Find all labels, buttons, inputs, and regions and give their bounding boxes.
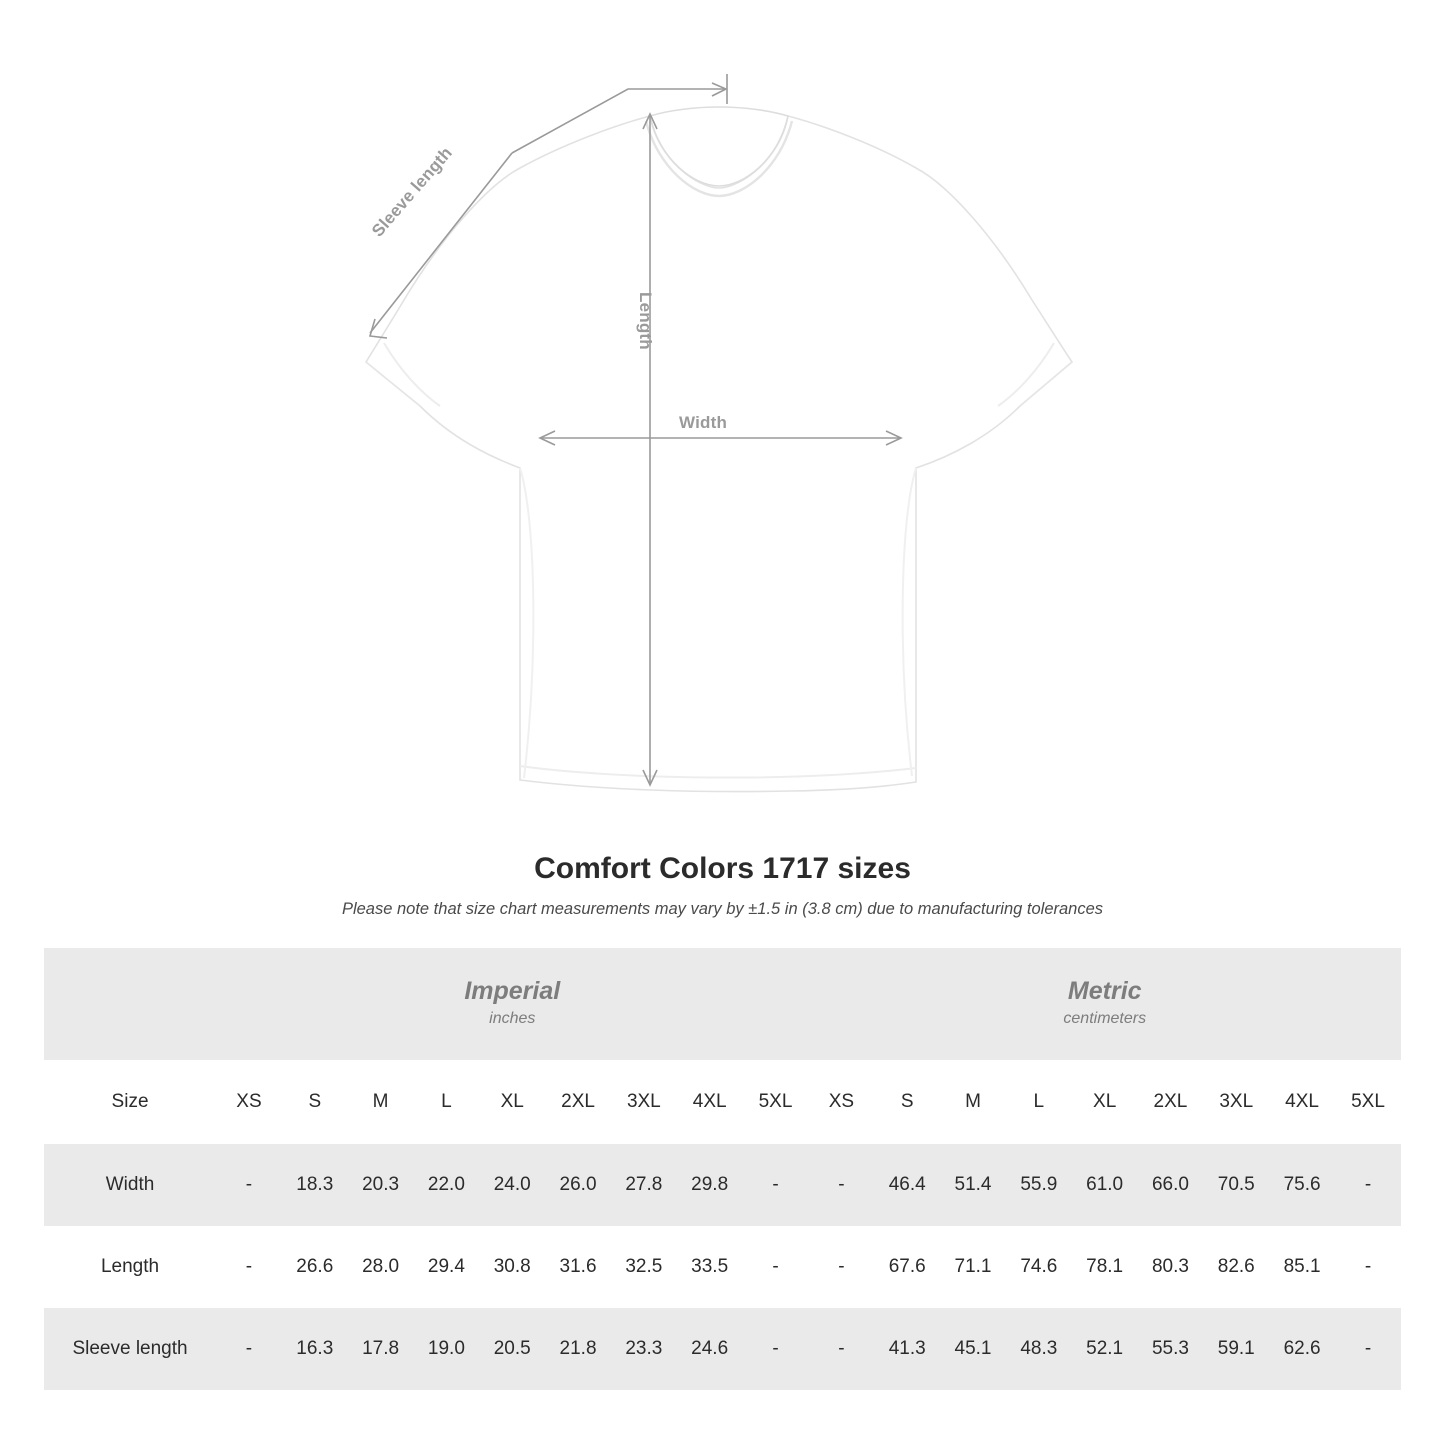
cell-width-imperial-3xl: 27.8 <box>611 1144 677 1226</box>
cell-sleeve-metric-m: 45.1 <box>940 1308 1006 1390</box>
cell-length-imperial-s: 26.6 <box>282 1226 348 1308</box>
cell-length-metric-2xl: 80.3 <box>1138 1226 1204 1308</box>
unit-group-row <box>44 948 1401 1060</box>
cell-length-metric-5xl: - <box>1335 1226 1401 1308</box>
col-header-imperial-xs: XS <box>216 1060 282 1144</box>
cell-sleeve-imperial-2xl: 21.8 <box>545 1308 611 1390</box>
table-row-width <box>44 1144 1401 1226</box>
col-header-metric-xs: XS <box>808 1060 874 1144</box>
cell-sleeve-imperial-xl: 20.5 <box>479 1308 545 1390</box>
cell-width-metric-s: 46.4 <box>874 1144 940 1226</box>
cell-length-imperial-3xl: 32.5 <box>611 1226 677 1308</box>
col-header-metric-s: S <box>874 1060 940 1144</box>
col-header-metric-4xl: 4XL <box>1269 1060 1335 1144</box>
cell-sleeve-imperial-xs: - <box>216 1308 282 1390</box>
cell-width-imperial-xl: 24.0 <box>479 1144 545 1226</box>
cell-length-metric-l: 74.6 <box>1006 1226 1072 1308</box>
col-header-imperial-m: M <box>348 1060 414 1144</box>
cell-sleeve-imperial-s: 16.3 <box>282 1308 348 1390</box>
unit-group-imperial <box>216 948 808 1060</box>
cell-sleeve-metric-3xl: 59.1 <box>1203 1308 1269 1390</box>
cell-width-imperial-4xl: 29.8 <box>677 1144 743 1226</box>
cell-length-metric-4xl: 85.1 <box>1269 1226 1335 1308</box>
size-header-row <box>44 1060 1401 1144</box>
cell-sleeve-imperial-m: 17.8 <box>348 1308 414 1390</box>
size-table-container <box>44 948 1401 1390</box>
col-header-metric-xl: XL <box>1072 1060 1138 1144</box>
cell-width-metric-3xl: 70.5 <box>1203 1144 1269 1226</box>
cell-sleeve-metric-xs: - <box>808 1308 874 1390</box>
cell-length-metric-xs: - <box>808 1226 874 1308</box>
cell-sleeve-metric-s: 41.3 <box>874 1308 940 1390</box>
unit-group-metric-unit: centimeters <box>1063 1009 1147 1027</box>
tshirt-shape <box>366 107 1072 792</box>
cell-length-metric-m: 71.1 <box>940 1226 1006 1308</box>
col-header-metric-5xl: 5XL <box>1335 1060 1401 1144</box>
cell-sleeve-imperial-3xl: 23.3 <box>611 1308 677 1390</box>
row-label-sleeve-length: Sleeve length <box>44 1308 216 1390</box>
col-header-imperial-5xl: 5XL <box>743 1060 809 1144</box>
sleeve-length-label: Sleeve length <box>368 143 456 241</box>
col-header-imperial-xl: XL <box>479 1060 545 1144</box>
cell-width-imperial-m: 20.3 <box>348 1144 414 1226</box>
width-label: Width <box>679 413 728 432</box>
row-header-label: Size <box>44 1060 216 1144</box>
cell-sleeve-imperial-5xl: - <box>743 1308 809 1390</box>
cell-width-metric-m: 51.4 <box>940 1144 1006 1226</box>
col-header-metric-2xl: 2XL <box>1138 1060 1204 1144</box>
cell-width-imperial-s: 18.3 <box>282 1144 348 1226</box>
cell-sleeve-imperial-l: 19.0 <box>414 1308 480 1390</box>
table-row-sleeve-length <box>44 1308 1401 1390</box>
unit-row-spacer <box>44 948 216 1060</box>
col-header-imperial-l: L <box>414 1060 480 1144</box>
cell-sleeve-metric-5xl: - <box>1335 1308 1401 1390</box>
col-header-imperial-3xl: 3XL <box>611 1060 677 1144</box>
col-header-metric-3xl: 3XL <box>1203 1060 1269 1144</box>
tolerance-note: Please note that size chart measurements may vary by ±1.5 in (3.8 cm) due to manufacturing tolerances <box>341 900 1104 918</box>
row-label-length: Length <box>44 1226 216 1308</box>
cell-length-imperial-l: 29.4 <box>414 1226 480 1308</box>
cell-length-metric-3xl: 82.6 <box>1203 1226 1269 1308</box>
cell-width-imperial-xs: - <box>216 1144 282 1226</box>
cell-length-imperial-xl: 30.8 <box>479 1226 545 1308</box>
page-title: Comfort Colors 1717 sizes <box>534 852 911 885</box>
col-header-imperial-4xl: 4XL <box>677 1060 743 1144</box>
cell-length-imperial-4xl: 33.5 <box>677 1226 743 1308</box>
size-table <box>44 948 1401 1390</box>
cell-length-imperial-xs: - <box>216 1226 282 1308</box>
cell-sleeve-imperial-4xl: 24.6 <box>677 1308 743 1390</box>
unit-group-metric-name: Metric <box>1067 976 1142 1005</box>
cell-length-imperial-2xl: 31.6 <box>545 1226 611 1308</box>
cell-sleeve-metric-xl: 52.1 <box>1072 1308 1138 1390</box>
cell-width-metric-5xl: - <box>1335 1144 1401 1226</box>
cell-sleeve-metric-4xl: 62.6 <box>1269 1308 1335 1390</box>
cell-width-metric-xl: 61.0 <box>1072 1144 1138 1226</box>
cell-width-imperial-5xl: - <box>743 1144 809 1226</box>
col-header-metric-m: M <box>940 1060 1006 1144</box>
cell-width-imperial-2xl: 26.0 <box>545 1144 611 1226</box>
unit-group-imperial-name: Imperial <box>464 976 561 1005</box>
cell-length-metric-xl: 78.1 <box>1072 1226 1138 1308</box>
cell-sleeve-metric-2xl: 55.3 <box>1138 1308 1204 1390</box>
cell-width-metric-l: 55.9 <box>1006 1144 1072 1226</box>
unit-group-metric <box>808 948 1401 1060</box>
cell-length-imperial-m: 28.0 <box>348 1226 414 1308</box>
cell-length-imperial-5xl: - <box>743 1226 809 1308</box>
length-label: Length <box>636 292 655 350</box>
cell-sleeve-metric-l: 48.3 <box>1006 1308 1072 1390</box>
cell-width-metric-xs: - <box>808 1144 874 1226</box>
col-header-imperial-s: S <box>282 1060 348 1144</box>
row-label-width: Width <box>44 1144 216 1226</box>
cell-width-metric-2xl: 66.0 <box>1138 1144 1204 1226</box>
cell-length-metric-s: 67.6 <box>874 1226 940 1308</box>
col-header-metric-l: L <box>1006 1060 1072 1144</box>
cell-width-imperial-l: 22.0 <box>414 1144 480 1226</box>
cell-width-metric-4xl: 75.6 <box>1269 1144 1335 1226</box>
col-header-imperial-2xl: 2XL <box>545 1060 611 1144</box>
unit-group-imperial-unit: inches <box>489 1009 536 1027</box>
table-row-length <box>44 1226 1401 1308</box>
